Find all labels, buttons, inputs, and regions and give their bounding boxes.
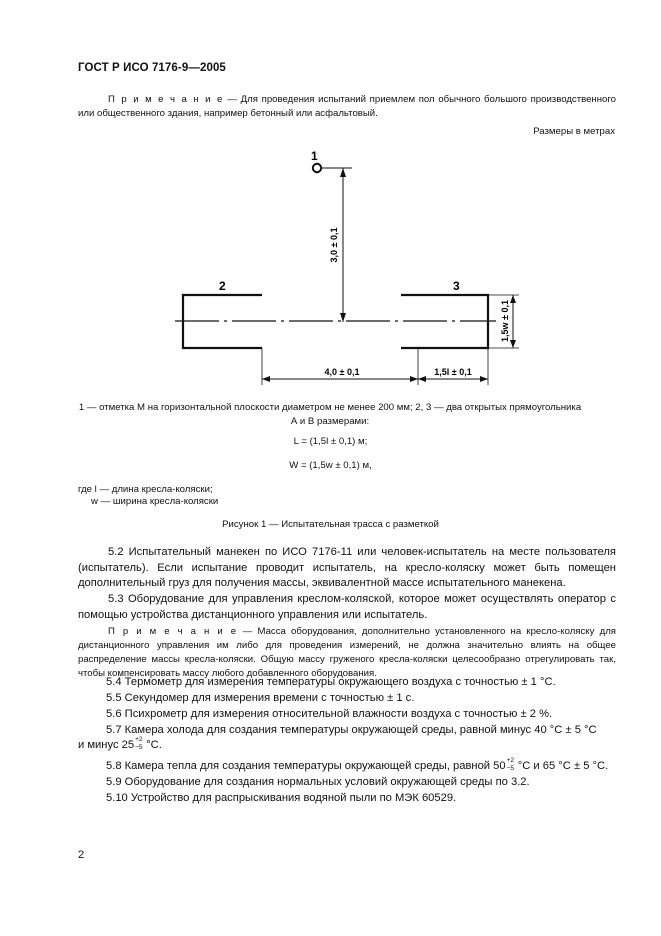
note-label: П р и м е ч а н и е (108, 94, 224, 105)
tolerance-5-8: +2 −5 (506, 757, 515, 772)
formula-l: L = (1,5l ± 0,1) м; (293, 436, 368, 447)
where-block (78, 484, 218, 508)
test-track-figure (0, 140, 661, 400)
paragraph-5-6: 5.6 Психрометр для измерения относительной влажности воздуха с точностью ± 2 %. (106, 708, 553, 720)
label-1: 1 (311, 149, 318, 163)
paragraph-5-9: 5.9 Оборудование для создания нормальных условий окружающей среды по 3.2. (106, 776, 530, 788)
formula-w: W = (1,5w ± 0,1) м, (289, 460, 372, 471)
paragraph-5-7-cont: и минус 25 +2 −5 °С. (78, 736, 162, 751)
arrow-w-top (510, 295, 516, 303)
note-text: — Для проведения испытаний приемлем пол обычного большого производственного или общественного здания, например бетонный или асфальтовый. (78, 94, 616, 119)
note2-label: П р и м е ч а н и е (108, 626, 238, 637)
where-line-1: где l — длина кресла-коляски; (78, 484, 213, 495)
note2-text: — Масса оборудования, дополнительно установленного на кресло-коляску для дистанционного управления им либо для проведения измерений, не должна значительно влиять на общее распределение массы кресла-коляски. Общую массу груженого кресла-коляски целесообразно отрегулировать так, чтобы компенсировать массу любого добавленного оборудования. (78, 626, 617, 679)
paragraph-5-2: 5.2 Испытательный манекен по ИСО 7176-11 или человек-испытатель на месте пользователя (испытатель). Если испытание проводит испытатель, на кресло-коляску может быть помещен дополнительный груз для получения массы, эквивалентной массе испытательного манекена. (78, 546, 616, 589)
dim-vertical-label: 3,0 ± 0,1 (329, 227, 339, 263)
tolerance-5-7: +2 −5 (135, 736, 143, 751)
dim-length-label: 1,5l ± 0,1 (434, 367, 472, 377)
figure-legend (60, 401, 600, 429)
arrow-gap-left (262, 376, 270, 382)
paragraph-5-10: 5.10 Устройство для распрыскивания водяной пыли по МЭК 60529. (106, 792, 457, 804)
note-floor (78, 93, 616, 121)
arrow-up (340, 168, 346, 177)
dim-gap-label: 4,0 ± 0,1 (324, 367, 360, 377)
paragraph-5-7: 5.7 Камера холода для создания температуры окружающей среды, равной минус 40 °С ± 5 °С (106, 724, 597, 736)
page-number: 2 (78, 849, 85, 861)
arrow-gap-right (410, 376, 418, 382)
label-2: 2 (219, 279, 226, 293)
arrow-w-bottom (510, 340, 516, 348)
paragraph-5-5: 5.5 Секундомер для измерения времени с точностью ± 1 с. (106, 692, 415, 704)
paragraph-5-8: 5.8 Камера тепла для создания температуры окружающей среды, равной 50 +2 −5 °С и 65 °С ± 5 °С. (106, 757, 609, 772)
figure-title: Рисунок 1 — Испытательная трасса с разметкой (222, 519, 439, 530)
mark-m (313, 164, 321, 172)
paragraph-5-4: 5.4 Термометр для измерения температуры окружающего воздуха с точностью ± 1 °С. (106, 676, 556, 688)
legend-line-2: А и В размерами: (290, 416, 370, 427)
sizes-note: Размеры в метрах (533, 126, 615, 137)
note-equipment (78, 625, 616, 681)
paragraph-5-3: 5.3 Оборудование для управления креслом-коляской, которое может осуществлять оператор с помощью устройства дистанционного управления или испытатель. (78, 593, 616, 621)
dim-width-label: 1,5w ± 0,1 (500, 300, 510, 342)
legend-line-1: 1 — отметка M на горизонтальной плоскости диаметром не менее 200 мм; 2, 3 — два открытых прямоугольника (78, 402, 582, 413)
arrow-length-left (418, 376, 426, 382)
where-line-2: w — ширина кресла-коляски (91, 496, 219, 507)
document-header: ГОСТ Р ИСО 7176-9—2005 (78, 62, 226, 74)
label-3: 3 (453, 279, 460, 293)
arrow-length-right (480, 376, 488, 382)
